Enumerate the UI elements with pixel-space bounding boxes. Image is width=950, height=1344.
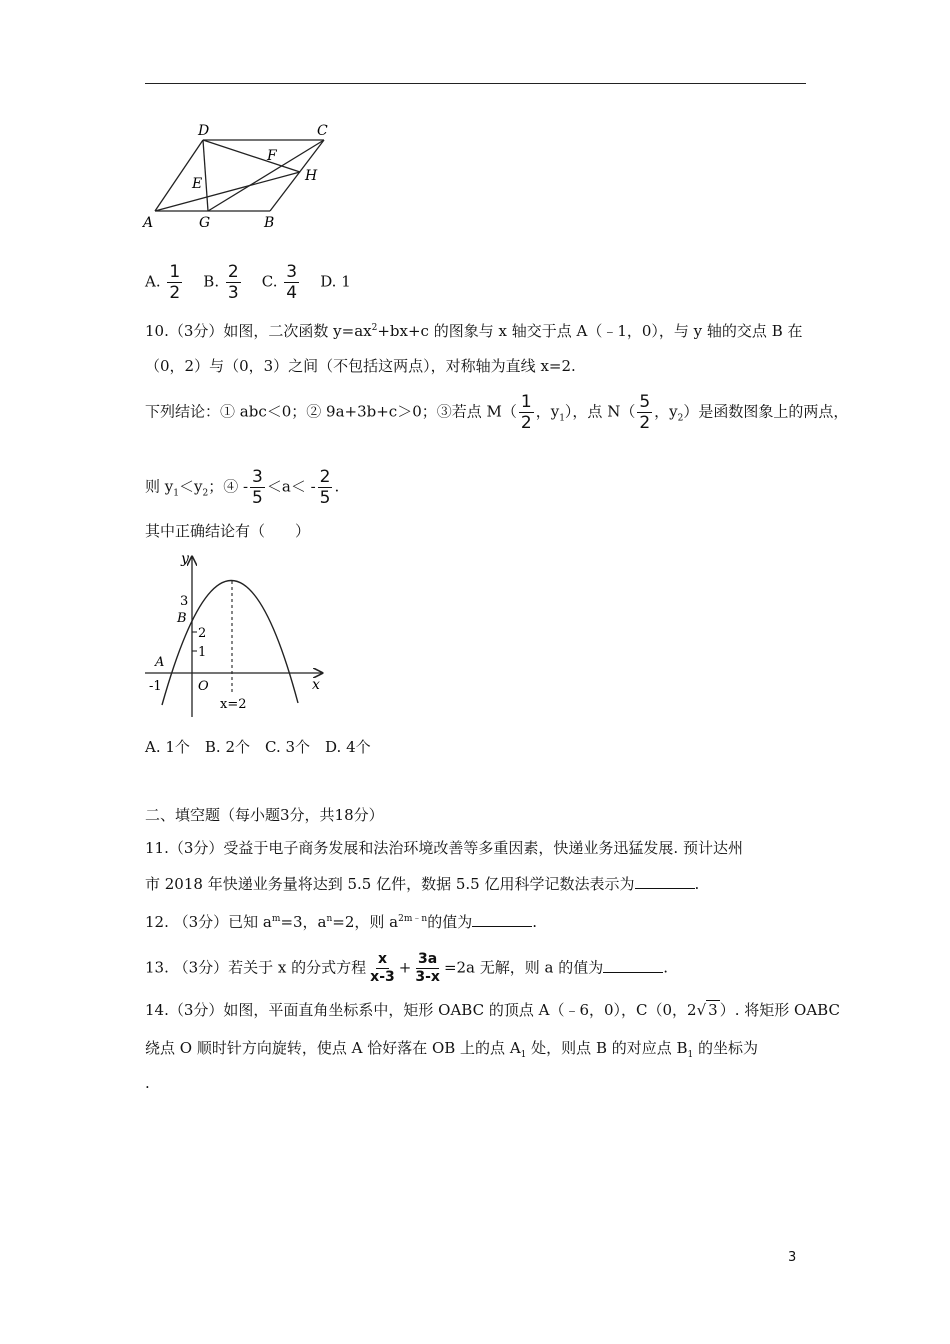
q13: 13. （3分）若关于 x 的分式方程 $\frac{x}{x-3}$ + $\frac{3a}{3-x}$ =2a 无解，则 a 的值为 . [145,951,669,985]
tick-label-neg1: -1 [149,679,162,694]
label-d: D [198,123,210,139]
q9-opt-c-label: C. [261,272,278,291]
tick-label-2: 2 [198,626,207,641]
label-b-point: B [177,611,187,626]
header-rule [145,83,806,84]
q9-opt-a-fraction: $\frac{1}{2}$ [169,262,181,303]
q9-options [145,263,351,302]
q10-options: A. 1个 B. 2个 C. 3个 D. 4个 [145,738,371,756]
q9-opt-b-label: B. [203,272,220,291]
q10-line4: 则 $y_1<y_2$；④ - $\frac{3}{5}$ ＜a＜ - $\frac{2}{5}$ . [145,467,340,508]
q9-opt-d: D. 1 [320,272,351,291]
q10-line3: 下列结论：① abc＜0；② 9a+3b+c＞0；③若点 M（ $\frac{1}{2}$ ，$y_1$），点 N（ $\frac{5}{2}$ ，$y_2$）是函数图象上的两点， [145,392,849,433]
q14-line1: 14.（3分）如图，平面直角坐标系中，矩形 OABC 的顶点 A（﹣6，0），C（0，2√ 3 ）. 将矩形 OABC [145,1001,840,1019]
segment-dg [203,140,208,211]
x-label: x [312,677,320,693]
label-h: H [305,168,318,184]
segment-dh [203,140,300,172]
q13-answer-blank [603,960,663,973]
q10-line1: 10.（3分）如图，二次函数 $y=ax^2+bx+c$ 的图象与 x 轴交于点 A（﹣1，0），与 y 轴的交点 B 在 [145,322,803,340]
label-symmetry-axis: x=2 [220,697,247,712]
q12: 12. （3分）已知 $a^m=3$，$a^n=2$，则 $a^{2m﹣n}$的值为 . [145,913,537,931]
q9-opt-b-fraction: $\frac{2}{3}$ [227,262,239,303]
q9-opt-c-fraction: $\frac{3}{4}$ [286,262,298,303]
q14-line3: . [145,1074,150,1092]
n-fraction: $\frac{5}{2}$ [639,392,651,433]
label-e: E [192,176,203,192]
page-number: 3 [788,1250,797,1265]
tick-label-3: 3 [180,594,189,609]
x-over-x-minus-3-fraction: $\frac{x}{x-3}$ [370,951,395,985]
q10-line5: 其中正确结论有（ ） [145,522,311,540]
q9-opt-a-label: A. [145,272,161,291]
y-label: y [181,551,189,567]
q10-line2: （0，2）与（0，3）之间（不包括这两点），对称轴为直线 x=2. [145,357,576,375]
neg-three-fifths-fraction: $\frac{3}{5}$ [252,467,263,508]
label-origin: O [198,679,209,694]
label-b: B [264,215,275,231]
label-c: C [317,123,328,139]
label-a: A [143,215,154,231]
m-fraction: $\frac{1}{2}$ [520,392,532,433]
label-a-point: A [155,655,165,670]
label-g: G [199,215,211,231]
label-f: F [267,148,277,164]
parabola-figure [140,545,340,725]
sqrt-3: 3 [708,1001,718,1019]
3a-over-3-minus-x-fraction: $\frac{3a}{3-x}$ [415,951,440,985]
section2-heading: 二、填空题（每小题3分，共18分） [145,806,384,824]
q11-answer-blank [635,876,695,889]
neg-two-fifths-fraction: $\frac{2}{5}$ [319,467,331,508]
tick-label-1: 1 [198,645,207,660]
q11-line2: 市 2018 年快递业务量将达到 5.5 亿件，数据 5.5 亿用科学记数法表示为 . [145,875,700,893]
q14-line2: 绕点 O 顺时针方向旋转，使点 A 恰好落在 OB 上的点 $A_1$ 处，则点 B 的对应点 $B_1$ 的坐标为 [145,1039,759,1060]
q11-line1: 11.（3分）受益于电子商务发展和法治环境改善等多重因素，快递业务迅猛发展. 预计达州 [145,839,743,857]
parallelogram-figure [140,118,340,233]
q12-answer-blank [472,914,532,927]
